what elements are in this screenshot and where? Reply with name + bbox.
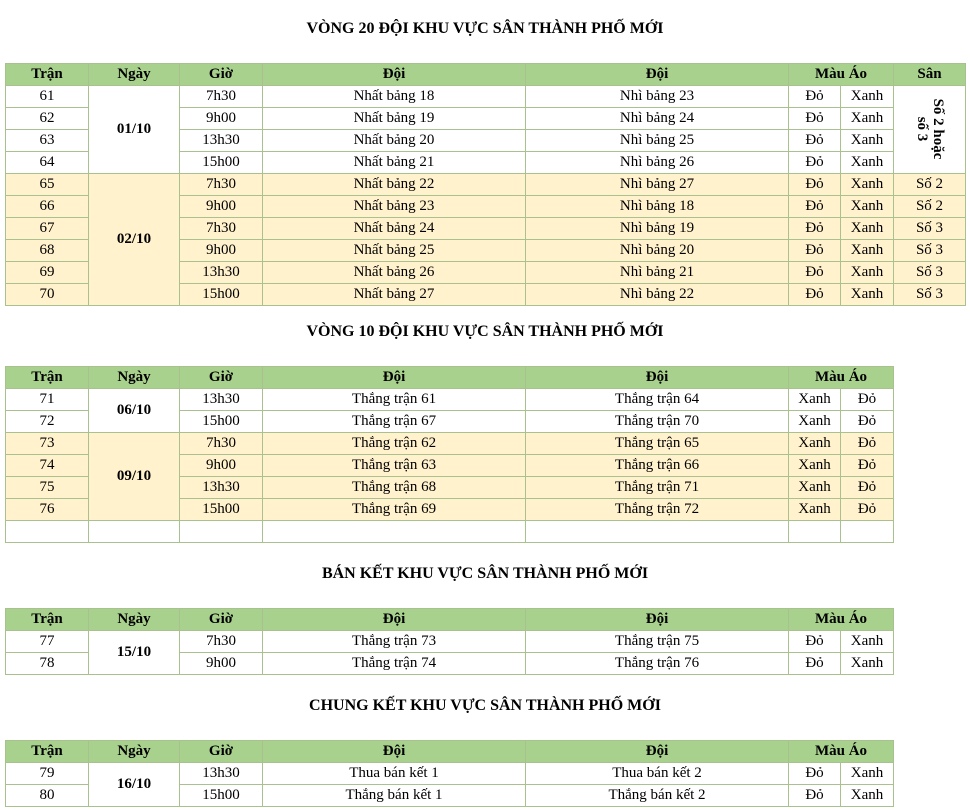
match-date: 06/10 [89,389,180,433]
team2: Thắng trận 66 [526,455,789,477]
match-time: 7h30 [180,631,263,653]
match-time: 9h00 [180,196,263,218]
match-date: 15/10 [89,631,180,675]
header-team1: Đội [263,741,526,763]
kit-color-2: Xanh [841,196,894,218]
empty-cell [263,521,526,543]
kit-color-1: Xanh [789,455,841,477]
match-number: 80 [6,785,89,807]
header-date: Ngày [89,367,180,389]
match-number: 66 [6,196,89,218]
kit-color-1: Đỏ [789,262,841,284]
match-number: 65 [6,174,89,196]
kit-color-2: Xanh [841,108,894,130]
kit-color-1: Xanh [789,433,841,455]
kit-color-1: Đỏ [789,785,841,807]
table-row [6,631,894,653]
schedule-table-final [5,740,894,807]
kit-color-1: Đỏ [789,653,841,675]
kit-color-1: Đỏ [789,218,841,240]
match-number: 62 [6,108,89,130]
match-number: 67 [6,218,89,240]
team2: Thắng trận 71 [526,477,789,499]
table-header-row [6,741,894,763]
header-team2: Đội [526,609,789,631]
empty-cell [89,521,180,543]
team2: Nhì bảng 21 [526,262,789,284]
match-time: 15h00 [180,152,263,174]
match-time: 9h00 [180,653,263,675]
kit-color-2: Xanh [841,262,894,284]
match-time: 9h00 [180,240,263,262]
kit-color-2: Xanh [841,86,894,108]
match-date: 09/10 [89,433,180,521]
venue: Số 3 [894,240,966,262]
team2: Thắng trận 72 [526,499,789,521]
team1: Thắng trận 73 [263,631,526,653]
team2: Nhì bảng 18 [526,196,789,218]
team2: Thắng trận 75 [526,631,789,653]
team1: Nhất bảng 19 [263,108,526,130]
header-kit-color: Màu Áo [789,609,894,631]
kit-color-2: Đỏ [841,411,894,433]
match-number: 79 [6,763,89,785]
header-kit-color: Màu Áo [789,741,894,763]
header-kit-color: Màu Áo [789,64,894,86]
match-time: 13h30 [180,262,263,284]
match-number: 76 [6,499,89,521]
venue-vertical-label: Số 2 hoặc số 3 [913,98,946,160]
team2: Thắng trận 65 [526,433,789,455]
schedule-table-semifinal [5,608,894,675]
kit-color-2: Đỏ [841,433,894,455]
venue: Số 2 [894,174,966,196]
table-header-row [6,609,894,631]
kit-color-1: Xanh [789,411,841,433]
match-number: 73 [6,433,89,455]
match-number: 71 [6,389,89,411]
venue-merged [894,86,966,174]
match-number: 68 [6,240,89,262]
section-title-final: CHUNG KẾT KHU VỰC SÂN THÀNH PHỐ MỚI [309,697,661,714]
table-header-row [6,64,966,86]
header-match: Trận [6,609,89,631]
kit-color-1: Đỏ [789,763,841,785]
table-row [6,763,894,785]
team1: Thắng trận 62 [263,433,526,455]
kit-color-2: Đỏ [841,389,894,411]
header-team1: Đội [263,367,526,389]
kit-color-2: Xanh [841,763,894,785]
kit-color-1: Đỏ [789,108,841,130]
kit-color-1: Đỏ [789,130,841,152]
team1: Thua bán kết 1 [263,763,526,785]
kit-color-1: Xanh [789,389,841,411]
table-row-empty [6,521,894,543]
team1: Thắng trận 63 [263,455,526,477]
kit-color-1: Xanh [789,499,841,521]
match-number: 64 [6,152,89,174]
empty-cell [789,521,841,543]
team1: Nhất bảng 21 [263,152,526,174]
kit-color-2: Xanh [841,653,894,675]
match-number: 61 [6,86,89,108]
match-time: 7h30 [180,218,263,240]
section-title-semifinal: BÁN KẾT KHU VỰC SÂN THÀNH PHỐ MỚI [321,565,649,582]
venue: Số 3 [894,218,966,240]
match-time: 15h00 [180,785,263,807]
table-row [6,174,966,196]
kit-color-2: Xanh [841,130,894,152]
match-date: 16/10 [89,763,180,807]
kit-color-1: Đỏ [789,86,841,108]
kit-color-1: Đỏ [789,631,841,653]
venue: Số 3 [894,284,966,306]
kit-color-2: Xanh [841,631,894,653]
team2: Thua bán kết 2 [526,763,789,785]
match-time: 13h30 [180,130,263,152]
empty-cell [526,521,789,543]
schedule-table-round-10 [5,366,894,543]
kit-color-2: Xanh [841,218,894,240]
match-time: 13h30 [180,389,263,411]
header-time: Giờ [180,741,263,763]
match-date: 01/10 [89,86,180,174]
section-title-round-10: VÒNG 10 ĐỘI KHU VỰC SÂN THÀNH PHỐ MỚI [306,323,664,340]
kit-color-2: Đỏ [841,477,894,499]
team1: Thắng trận 67 [263,411,526,433]
match-time: 9h00 [180,108,263,130]
team2: Nhì bảng 25 [526,130,789,152]
header-date: Ngày [89,609,180,631]
match-number: 74 [6,455,89,477]
table-row [6,86,966,108]
team2: Thắng trận 70 [526,411,789,433]
table-row [6,389,894,411]
empty-cell [841,521,894,543]
kit-color-1: Đỏ [789,284,841,306]
match-number: 70 [6,284,89,306]
team2: Nhì bảng 20 [526,240,789,262]
team1: Thắng trận 61 [263,389,526,411]
team2: Nhì bảng 22 [526,284,789,306]
header-time: Giờ [180,64,263,86]
match-number: 77 [6,631,89,653]
match-number: 75 [6,477,89,499]
header-match: Trận [6,741,89,763]
team2: Thắng trận 64 [526,389,789,411]
header-team2: Đội [526,64,789,86]
match-time: 15h00 [180,499,263,521]
team1: Nhất bảng 26 [263,262,526,284]
empty-cell [180,521,263,543]
match-number: 63 [6,130,89,152]
kit-color-2: Xanh [841,284,894,306]
kit-color-2: Đỏ [841,455,894,477]
schedule-table-round-20 [5,63,966,306]
team1: Thắng trận 74 [263,653,526,675]
empty-cell [6,521,89,543]
header-team1: Đội [263,609,526,631]
header-date: Ngày [89,741,180,763]
match-number: 78 [6,653,89,675]
kit-color-1: Đỏ [789,174,841,196]
header-match: Trận [6,367,89,389]
header-venue: Sân [894,64,966,86]
table-header-row [6,367,894,389]
header-match: Trận [6,64,89,86]
match-date: 02/10 [89,174,180,306]
kit-color-1: Đỏ [789,152,841,174]
team2: Thắng trận 76 [526,653,789,675]
kit-color-1: Đỏ [789,240,841,262]
kit-color-2: Xanh [841,174,894,196]
team2: Nhì bảng 19 [526,218,789,240]
match-time: 15h00 [180,284,263,306]
section-title-round-20: VÒNG 20 ĐỘI KHU VỰC SÂN THÀNH PHỐ MỚI [306,20,664,37]
kit-color-2: Xanh [841,240,894,262]
venue: Số 3 [894,262,966,284]
team2: Thắng bán kết 2 [526,785,789,807]
kit-color-1: Đỏ [789,196,841,218]
team1: Nhất bảng 23 [263,196,526,218]
match-time: 7h30 [180,433,263,455]
team1: Nhất bảng 18 [263,86,526,108]
header-team2: Đội [526,741,789,763]
header-date: Ngày [89,64,180,86]
team1: Nhất bảng 27 [263,284,526,306]
match-time: 15h00 [180,411,263,433]
team1: Thắng trận 68 [263,477,526,499]
header-time: Giờ [180,367,263,389]
team1: Nhất bảng 25 [263,240,526,262]
header-time: Giờ [180,609,263,631]
team2: Nhì bảng 27 [526,174,789,196]
team2: Nhì bảng 26 [526,152,789,174]
kit-color-2: Xanh [841,785,894,807]
team1: Nhất bảng 24 [263,218,526,240]
kit-color-2: Đỏ [841,499,894,521]
table-row [6,433,894,455]
header-team2: Đội [526,367,789,389]
match-number: 69 [6,262,89,284]
header-kit-color: Màu Áo [789,367,894,389]
match-number: 72 [6,411,89,433]
match-time: 13h30 [180,477,263,499]
match-time: 7h30 [180,174,263,196]
team1: Thắng trận 69 [263,499,526,521]
match-time: 9h00 [180,455,263,477]
match-time: 7h30 [180,86,263,108]
venue: Số 2 [894,196,966,218]
header-team1: Đội [263,64,526,86]
team1: Nhất bảng 20 [263,130,526,152]
kit-color-2: Xanh [841,152,894,174]
team2: Nhì bảng 23 [526,86,789,108]
team2: Nhì bảng 24 [526,108,789,130]
team1: Thắng bán kết 1 [263,785,526,807]
team1: Nhất bảng 22 [263,174,526,196]
kit-color-1: Xanh [789,477,841,499]
match-time: 13h30 [180,763,263,785]
